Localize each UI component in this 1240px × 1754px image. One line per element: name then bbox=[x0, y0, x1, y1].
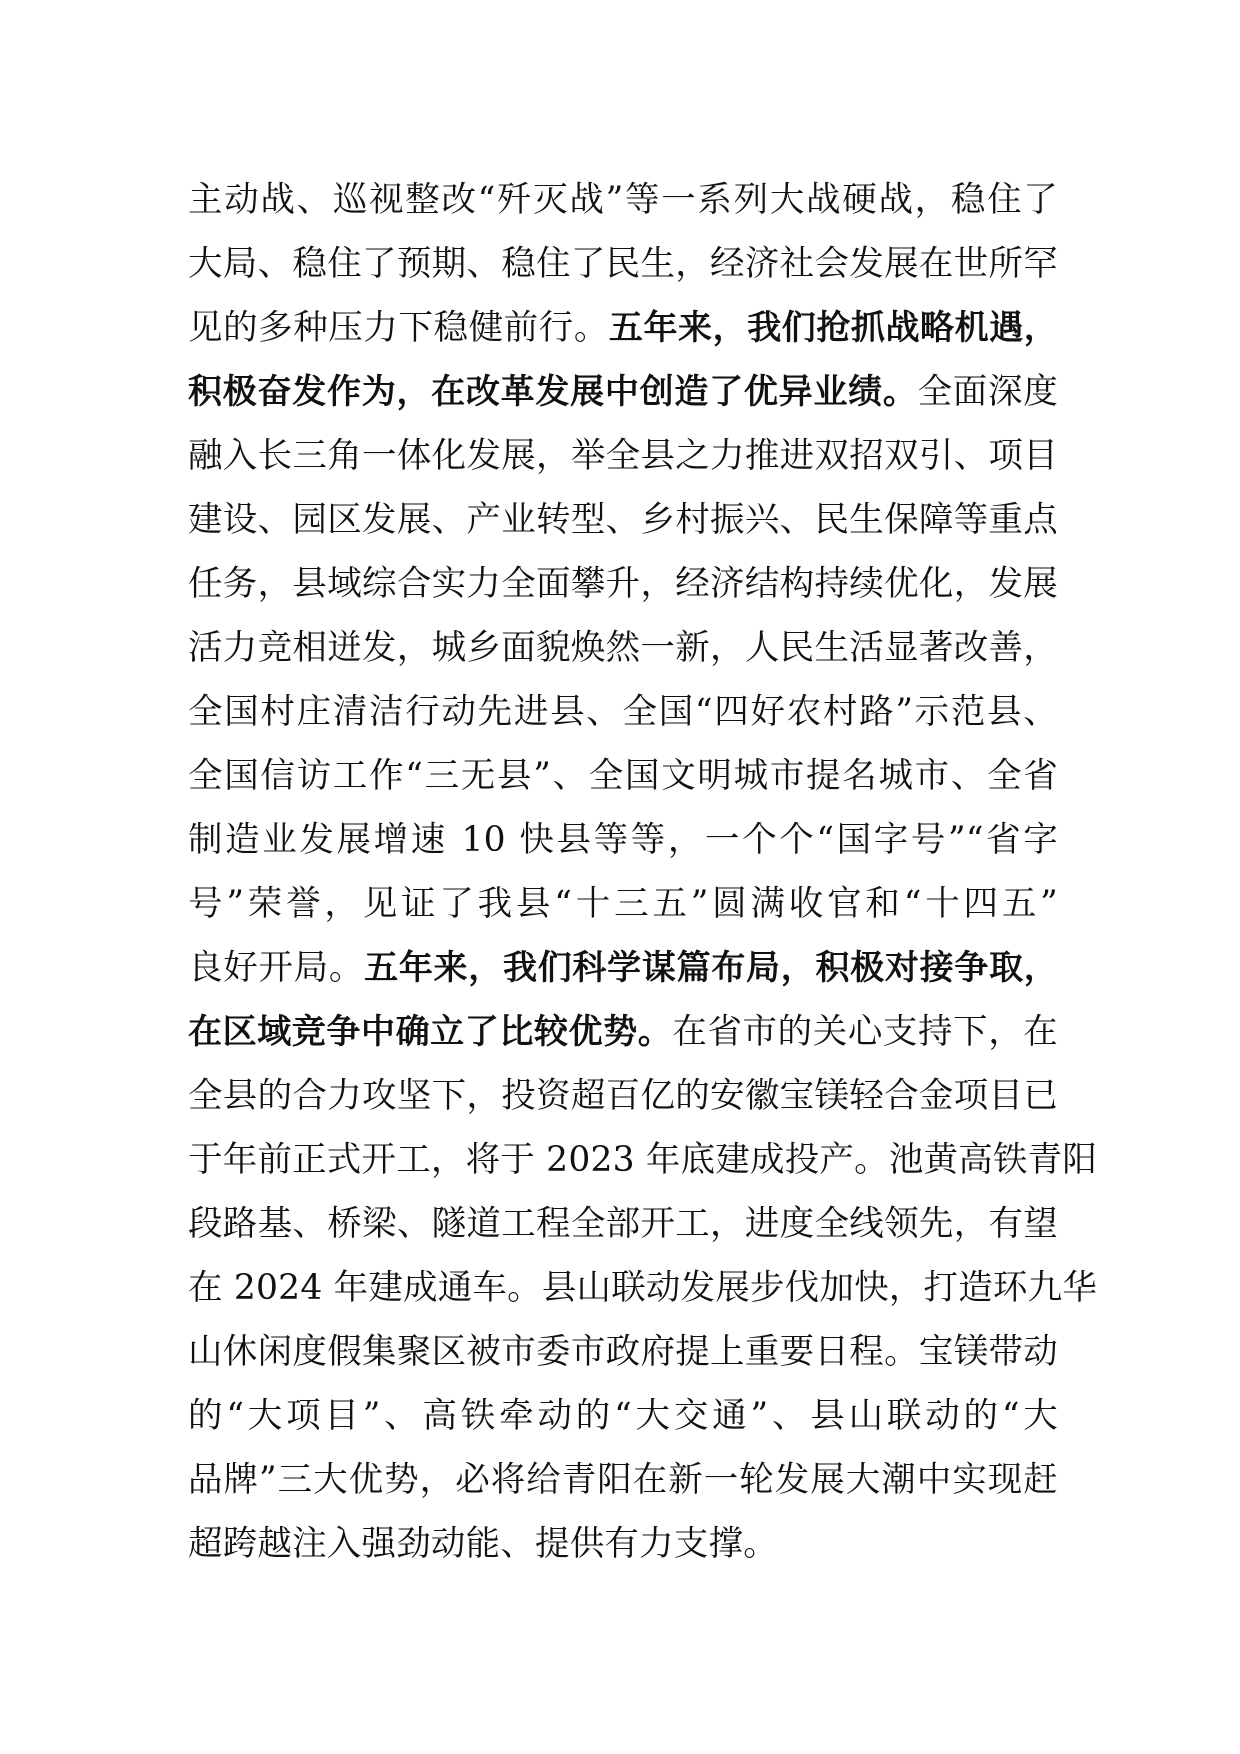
text-segment: 全面深度 bbox=[917, 372, 1058, 412]
text-line bbox=[188, 616, 1058, 680]
text-segment: 任务，县域综合实力全面攀升，经济结构持续优化，发展 bbox=[188, 564, 1058, 604]
body-paragraph bbox=[188, 168, 1098, 1576]
text-segment: 全县的合力攻坚下，投资超百亿的安徽宝镁轻合金项目已 bbox=[188, 1076, 1058, 1116]
text-segment: 山休闲度假集聚区被市委市政府提上重要日程。宝镁带动 bbox=[188, 1332, 1058, 1372]
text-line bbox=[188, 168, 1058, 232]
text-segment: 在省市的关心支持下，在 bbox=[672, 1012, 1058, 1052]
text-segment: 大局、稳住了预期、稳住了民生，经济社会发展在世所罕 bbox=[188, 244, 1058, 284]
text-segment: 活力竞相迸发，城乡面貌焕然一新，人民生活显著改善， bbox=[188, 628, 1058, 668]
text-line bbox=[188, 232, 1058, 296]
text-line bbox=[188, 552, 1058, 616]
text-line bbox=[188, 1512, 1058, 1576]
text-line bbox=[188, 1448, 1058, 1512]
text-line bbox=[188, 872, 1058, 936]
text-line bbox=[188, 1256, 1098, 1320]
bold-text-segment: 五年来，我们抢抓战略机遇， bbox=[608, 308, 1058, 348]
text-segment: 在 2024 年建成通车。县山联动发展步伐加快，打造环九华 bbox=[188, 1268, 1098, 1308]
text-segment: 于年前正式开工，将于 2023 年底建成投产。池黄高铁青阳 bbox=[188, 1140, 1098, 1180]
text-line bbox=[188, 424, 1058, 488]
bold-text-segment: 五年来，我们科学谋篇布局，积极对接争取， bbox=[364, 948, 1059, 988]
text-line bbox=[188, 744, 1058, 808]
text-line bbox=[188, 680, 1058, 744]
text-line bbox=[188, 1064, 1058, 1128]
text-line bbox=[188, 1320, 1058, 1384]
text-segment: 号”荣誉，见证了我县“十三五”圆满收官和“十四五” bbox=[188, 884, 1058, 924]
text-line bbox=[188, 936, 1058, 1000]
text-segment: 段路基、桥梁、隧道工程全部开工，进度全线领先，有望 bbox=[188, 1204, 1058, 1244]
text-line bbox=[188, 488, 1058, 552]
text-line bbox=[188, 1192, 1058, 1256]
text-line bbox=[188, 1384, 1058, 1448]
text-segment: 全国村庄清洁行动先进县、全国“四好农村路”示范县、 bbox=[188, 692, 1058, 732]
text-line bbox=[188, 1128, 1098, 1192]
text-segment: 良好开局。 bbox=[188, 948, 365, 988]
text-segment: 全国信访工作“三无县”、全国文明城市提名城市、全省 bbox=[188, 756, 1058, 796]
text-line bbox=[188, 296, 1058, 360]
text-line bbox=[188, 808, 1058, 872]
text-segment: 品牌”三大优势，必将给青阳在新一轮发展大潮中实现赶 bbox=[188, 1460, 1058, 1500]
text-segment: 主动战、巡视整改“歼灭战”等一系列大战硬战，稳住了 bbox=[188, 180, 1058, 220]
bold-text-segment: 在区域竞争中确立了比较优势。 bbox=[188, 1012, 673, 1052]
text-segment: 超跨越注入强劲动能、提供有力支撑。 bbox=[188, 1524, 778, 1564]
text-line bbox=[188, 360, 1058, 424]
text-segment: 的“大项目”、高铁牵动的“大交通”、县山联动的“大 bbox=[188, 1396, 1058, 1436]
text-line bbox=[188, 1000, 1058, 1064]
bold-text-segment: 积极奋发作为，在改革发展中创造了优异业绩。 bbox=[188, 372, 918, 412]
text-segment: 制造业发展增速 10 快县等等，一个个“国字号”“省字 bbox=[188, 820, 1058, 860]
text-segment: 建设、园区发展、产业转型、乡村振兴、民生保障等重点 bbox=[188, 500, 1058, 540]
text-segment: 见的多种压力下稳健前行。 bbox=[188, 308, 609, 348]
text-segment: 融入长三角一体化发展，举全县之力推进双招双引、项目 bbox=[188, 436, 1058, 476]
